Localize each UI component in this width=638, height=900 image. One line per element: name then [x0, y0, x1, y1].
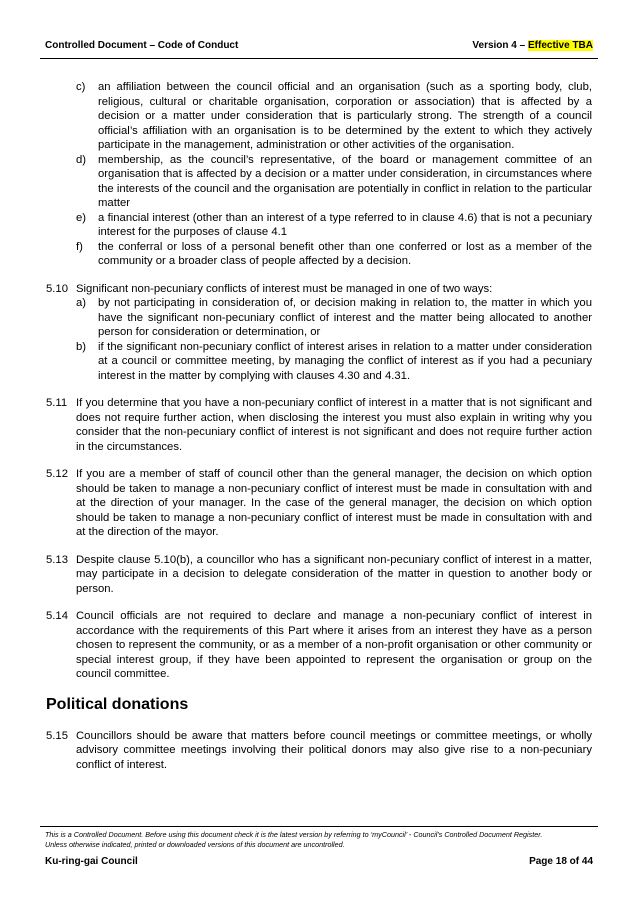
item-text: if the significant non-pecuniary conflict of interest arises in relation to a matter under consideration at a council or committee meeting, by managing the conflict of interest as if you had a pecuniary interest in the matter by complying with clauses 4.30 and 4.31.	[98, 340, 592, 382]
item-marker: b)	[76, 340, 87, 353]
clause-text: If you determine that you have a non-pecuniary conflict of interest in a matter that is not significant and does not require further action, when disclosing the interest you must also explain in writing why you consider that the non-pecuniary conflict of interest is not significant and does not require further action in the circumstances.	[76, 397, 592, 453]
item-marker: f)	[76, 240, 83, 253]
list-item	[76, 240, 592, 269]
clause-5-15	[46, 729, 592, 773]
item-marker: d)	[76, 153, 87, 166]
section-heading: Political donations	[46, 695, 189, 713]
note-line: This is a Controlled Document. Before using this document check it is the latest version by referring to ‘myCouncil’ - Council’s Controlled Document Register.	[45, 830, 543, 839]
clause-5-13	[46, 553, 592, 597]
clause-number: 5.12	[46, 468, 68, 480]
page-number: Page 18 of 44	[529, 856, 593, 867]
clause-text: Despite clause 5.10(b), a councillor who has a significant non-pecuniary conflict of interest in a matter, may participate in a decision to delegate consideration of the matter in question to another body or person.	[76, 553, 592, 595]
clause-number: 5.11	[46, 397, 68, 409]
item-text: membership, as the council’s representative, of the board or management committee of an organisation that is affected by a decision or a matter under consideration, in circumstances where the interests of the council and the organisation are potentially in conflict in relation to the particular matter	[98, 153, 592, 209]
document-title: Controlled Document – Code of Conduct	[45, 40, 239, 51]
page-header	[45, 38, 593, 56]
item-marker: a)	[76, 297, 87, 309]
clause-number: 5.14	[46, 610, 68, 622]
version-label	[472, 40, 593, 51]
list-item	[76, 340, 592, 384]
clause-5-11	[46, 396, 592, 454]
clause-text: Significant non-pecuniary conflicts of interest must be managed in one of two ways:	[76, 282, 493, 295]
organisation-name: Ku-ring-gai Council	[45, 856, 138, 867]
clause-text: Councillors should be aware that matters before council meetings or committee meetings, or wholly advisory committee meetings involving their political donors may also give rise to a non-pecuniary conflict of interest.	[76, 729, 592, 771]
list-item	[76, 153, 592, 211]
item-marker: c)	[76, 81, 86, 93]
document-body	[46, 80, 592, 772]
clause-5-10	[46, 282, 592, 384]
clause-5-12	[46, 467, 592, 540]
clause-number: 5.13	[46, 553, 68, 566]
item-marker: e)	[76, 211, 87, 224]
header-divider	[40, 58, 598, 59]
list-item	[76, 296, 592, 340]
clause-number: 5.15	[46, 729, 68, 742]
clause-text: Council officials are not required to declare and manage a non-pecuniary conflict of interest in accordance with the requirements of this Part where it arises from an interest they have as a person chosen to represent the community, or as a member of a non-profit organisation or other community or special interest group, if they have been appointed to represent the organisation or group on the council committee.	[76, 610, 592, 680]
list-item	[76, 80, 592, 153]
list-item	[76, 211, 592, 240]
item-text: the conferral or loss of a personal benefit other than one conferred or lost as a member of the community or a broader class of people affected by a decision.	[98, 240, 592, 267]
effective-badge: Effective TBA	[527, 40, 593, 51]
item-text: a financial interest (other than an interest of a type referred to in clause 4.6) that is not a pecuniary interest for the purposes of clause 4.1	[98, 211, 592, 238]
controlled-document-note	[45, 830, 593, 850]
item-text: an affiliation between the council official and an organisation (such as a sporting body, club, religious, cultural or charitable organisation, corporation or association) that is affected by a decision or a matter under consideration that is particularly strong. The strength of a council official’s affiliation with an organisation is to be determined by the extent to which they actively participate in the management, administration or other activities of the organisation.	[98, 81, 592, 151]
clause-text: If you are a member of staff of council other than the general manager, the decision on which option should be taken to manage a non-pecuniary conflict of interest must be made in consultation with and at the direction of your manager. In the case of the general manager, the decision on which option should be taken to manage a non-pecuniary conflict of interest must be made in consultation with and at the direction of the mayor.	[76, 468, 592, 538]
note-line: Unless otherwise indicated, printed or downloaded versions of this document are uncontrolled.	[45, 840, 345, 849]
version-text: Version 4 –	[472, 40, 528, 51]
clause-5-14	[46, 609, 592, 682]
footer-divider	[40, 826, 598, 827]
clause-number: 5.10	[46, 282, 68, 295]
item-text: by not participating in consideration of, or decision making in relation to, the matter in which you have the significant non-pecuniary conflict of interest and the matter being allocated to another person for consideration or determination, or	[98, 297, 592, 338]
